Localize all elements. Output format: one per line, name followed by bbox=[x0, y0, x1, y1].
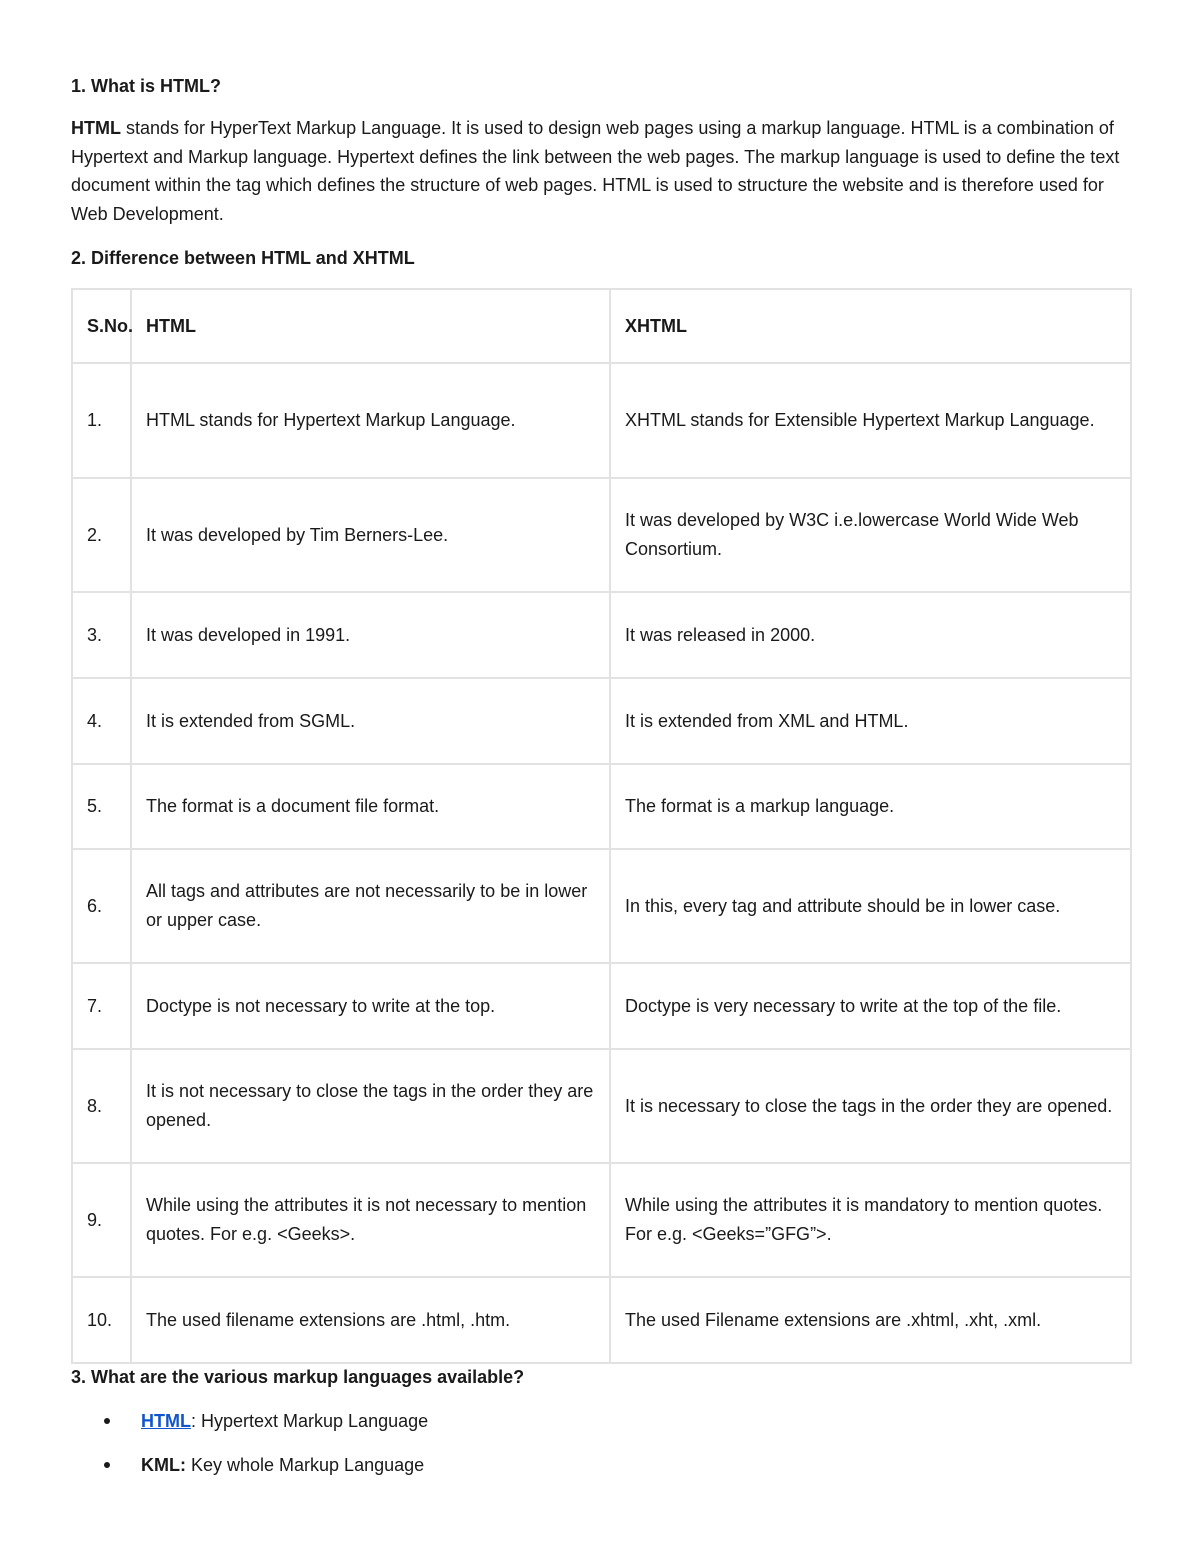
row-html: It was developed in 1991. bbox=[131, 592, 610, 678]
table-row bbox=[72, 678, 1131, 764]
list-item-colon: : bbox=[190, 1411, 196, 1431]
row-xhtml: The used Filename extensions are .xhtml, .xht, .xml. bbox=[610, 1277, 1131, 1363]
table-header-row bbox=[72, 289, 1131, 363]
table-row bbox=[72, 1049, 1131, 1163]
table-row bbox=[72, 1277, 1131, 1363]
table-row bbox=[72, 592, 1131, 678]
row-xhtml: It is necessary to close the tags in the order they are opened. bbox=[610, 1049, 1131, 1163]
row-html: Doctype is not necessary to write at the top. bbox=[131, 963, 610, 1049]
row-sno: 7. bbox=[72, 963, 131, 1049]
row-html: The format is a document file format. bbox=[131, 764, 610, 849]
q1-answer-paragraph bbox=[71, 114, 1131, 228]
row-html: While using the attributes it is not necessary to mention quotes. For e.g. <Geeks>. bbox=[131, 1163, 610, 1277]
row-sno: 4. bbox=[72, 678, 131, 764]
table-row bbox=[72, 363, 1131, 478]
html-link[interactable]: HTML bbox=[141, 1411, 191, 1431]
row-sno: 8. bbox=[72, 1049, 131, 1163]
row-sno: 9. bbox=[72, 1163, 131, 1277]
row-xhtml: The format is a markup language. bbox=[610, 764, 1131, 849]
q2-heading: 2. Difference between HTML and XHTML bbox=[71, 248, 415, 268]
row-xhtml: XHTML stands for Extensible Hypertext Markup Language. bbox=[610, 363, 1131, 478]
row-xhtml: It was developed by W3C i.e.lowercase World Wide Web Consortium. bbox=[610, 478, 1131, 592]
list-item bbox=[71, 1450, 428, 1494]
row-html: It was developed by Tim Berners-Lee. bbox=[131, 478, 610, 592]
table-row bbox=[72, 478, 1131, 592]
bullet-icon bbox=[104, 1418, 110, 1424]
list-item-term: KML: bbox=[141, 1455, 186, 1475]
list-item-desc: Hypertext Markup Language bbox=[196, 1411, 429, 1431]
row-sno: 5. bbox=[72, 764, 131, 849]
q1-heading: 1. What is HTML? bbox=[71, 76, 221, 96]
row-xhtml: It is extended from XML and HTML. bbox=[610, 678, 1131, 764]
comparison-table bbox=[71, 288, 1132, 1364]
header-sno: S.No. bbox=[72, 289, 131, 363]
row-html: HTML stands for Hypertext Markup Language. bbox=[131, 363, 610, 478]
row-xhtml: It was released in 2000. bbox=[610, 592, 1131, 678]
row-html: It is extended from SGML. bbox=[131, 678, 610, 764]
row-sno: 1. bbox=[72, 363, 131, 478]
table-row bbox=[72, 764, 1131, 849]
bullet-icon bbox=[104, 1462, 110, 1468]
row-xhtml: Doctype is very necessary to write at the top of the file. bbox=[610, 963, 1131, 1049]
table-row bbox=[72, 1163, 1131, 1277]
list-item bbox=[71, 1406, 428, 1450]
row-html: All tags and attributes are not necessarily to be in lower or upper case. bbox=[131, 849, 610, 963]
markup-language-list bbox=[71, 1406, 428, 1494]
row-xhtml: In this, every tag and attribute should be in lower case. bbox=[610, 849, 1131, 963]
table-row bbox=[72, 849, 1131, 963]
row-sno: 3. bbox=[72, 592, 131, 678]
q1-lead-term: HTML bbox=[71, 118, 121, 138]
list-item-desc: Key whole Markup Language bbox=[185, 1455, 425, 1475]
row-sno: 2. bbox=[72, 478, 131, 592]
row-sno: 6. bbox=[72, 849, 131, 963]
table-row bbox=[72, 963, 1131, 1049]
row-html: It is not necessary to close the tags in the order they are opened. bbox=[131, 1049, 610, 1163]
q3-heading: 3. What are the various markup languages available? bbox=[71, 1367, 525, 1387]
q1-answer-text: stands for HyperText Markup Language. It is used to design web pages using a markup language. HTML is a combination of Hypertext and Markup language. Hypertext defines the link between the web pages. The markup language is used to define the text document within the tag which defines the structure of web pages. HTML is used to structure the website and is therefore used for Web Development. bbox=[71, 118, 1120, 224]
row-html: The used filename extensions are .html, .htm. bbox=[131, 1277, 610, 1363]
header-xhtml: XHTML bbox=[610, 289, 1131, 363]
header-html: HTML bbox=[131, 289, 610, 363]
row-xhtml: While using the attributes it is mandatory to mention quotes. For e.g. <Geeks=”GFG”>. bbox=[610, 1163, 1131, 1277]
row-sno: 10. bbox=[72, 1277, 131, 1363]
